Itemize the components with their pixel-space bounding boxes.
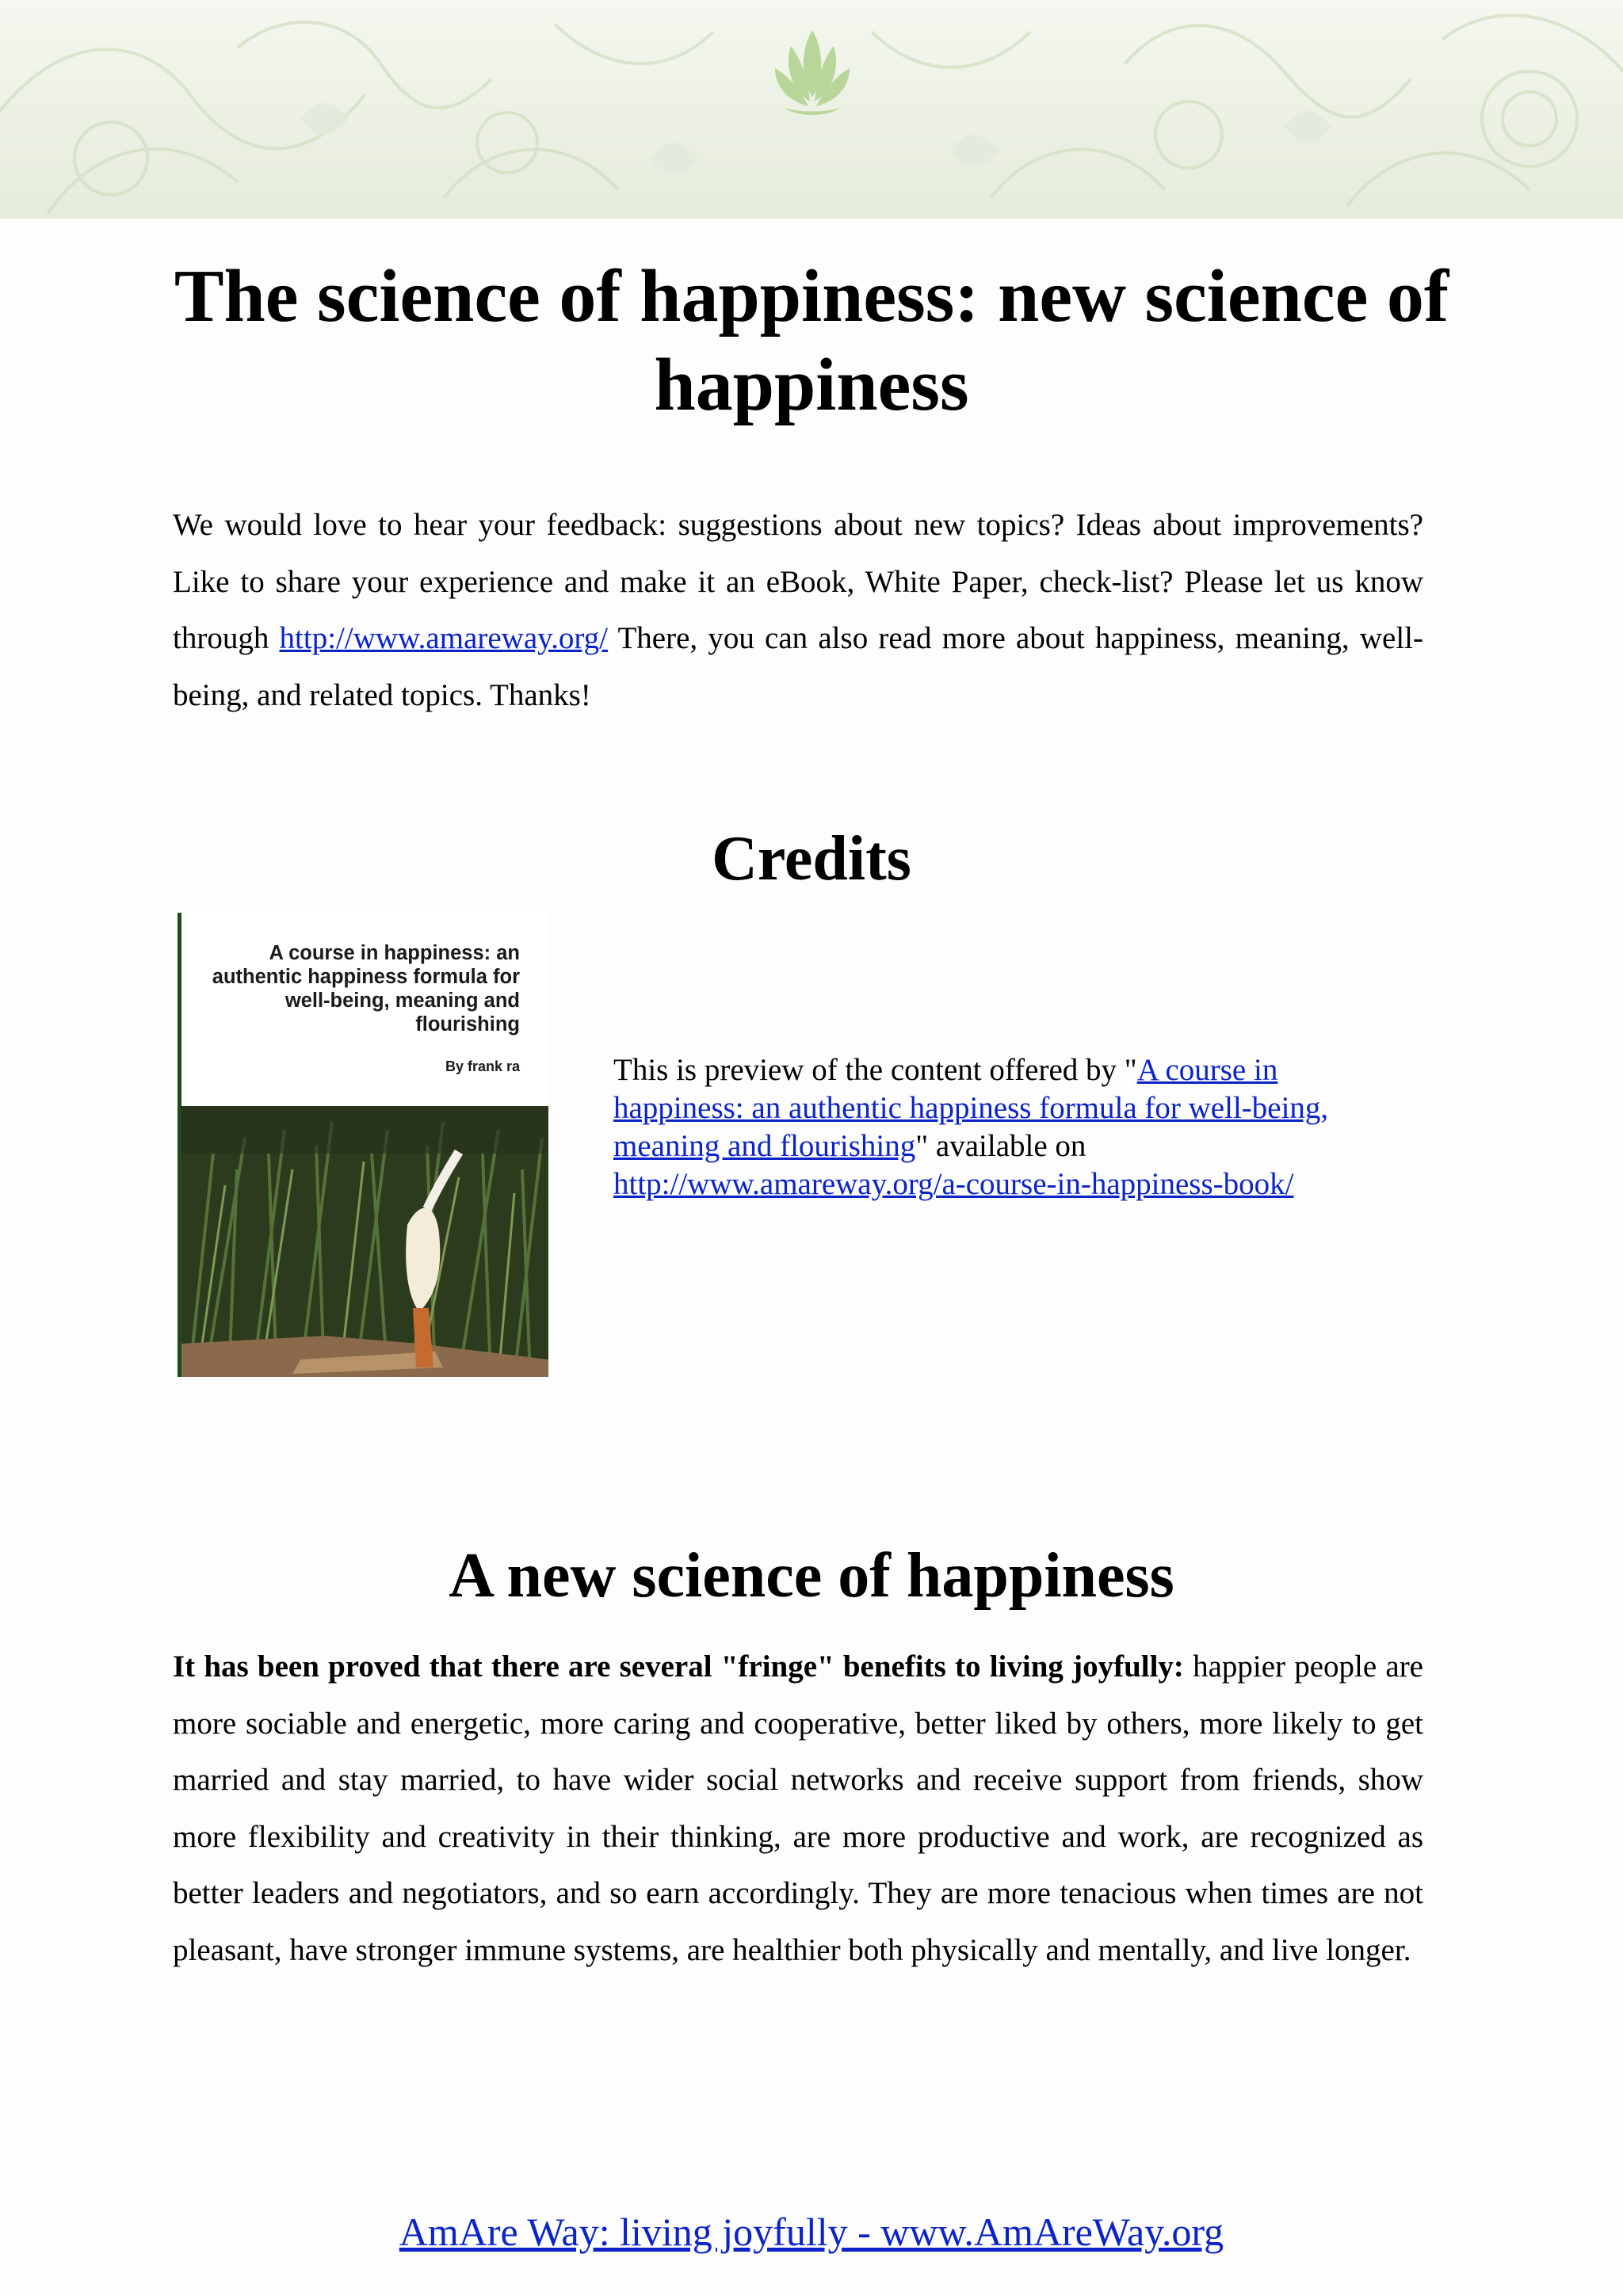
- section-bold-lead: It has been proved that there are several "fringe" benefits to living joyfully:: [173, 1650, 1184, 1684]
- book-url-link[interactable]: http://www.amareway.org/a-course-in-happiness-book/: [613, 1167, 1294, 1201]
- section-paragraph: [173, 1638, 1423, 1978]
- footer: [0, 2208, 1623, 2256]
- feedback-paragraph: [173, 497, 1423, 723]
- book-cover-image: [178, 913, 548, 1377]
- page-title: The science of happiness: new science of happiness: [174, 255, 1449, 426]
- credits-heading: Credits: [712, 824, 911, 894]
- feedback-text-after: There, you can also read more about happiness, meaning, well-being, and related topics. Thanks!: [173, 621, 1423, 712]
- credits-text-before: This is preview of the content offered by ": [613, 1053, 1137, 1087]
- amareway-link[interactable]: http://www.amareway.org/: [279, 621, 608, 655]
- footer-link[interactable]: AmAre Way: living joyfully - www.AmAreWay.org: [399, 2210, 1224, 2254]
- lotus-icon: [769, 22, 856, 133]
- cover-photo: [181, 1106, 548, 1377]
- credits-text: [613, 1051, 1414, 1203]
- header-banner: [0, 0, 1623, 219]
- section-body: happier people are more sociable and energetic, more caring and cooperative, better liked by others, more likely to get married and stay married, to have wider social networks and receive support from friends, show more flexibility and creativity in their thinking, are more productive and work, are recognized as better leaders and negotiators, and so earn accordingly. They are more tenacious when times are not pleasant, have stronger immune systems, are healthier both physically and mentally, and live longer.: [173, 1650, 1423, 1967]
- book-cover-title: A course in happiness: an authentic happiness formula for well-being, meaning and flourishing: [212, 942, 520, 1035]
- book-cover-author: By frank ra: [445, 1058, 520, 1074]
- section-heading: A new science of happiness: [449, 1541, 1174, 1611]
- feedback-text-before: We would love to hear your feedback: suggestions about new topics? Ideas about improvements? Like to share your experience and make it an eBook, White Paper, check-list? Please let us know through: [173, 508, 1423, 655]
- book-link[interactable]: A course in happiness: an authentic happiness formula for well-being, meaning and flourishing: [613, 1053, 1329, 1163]
- credits-text-middle: " available on: [915, 1129, 1086, 1163]
